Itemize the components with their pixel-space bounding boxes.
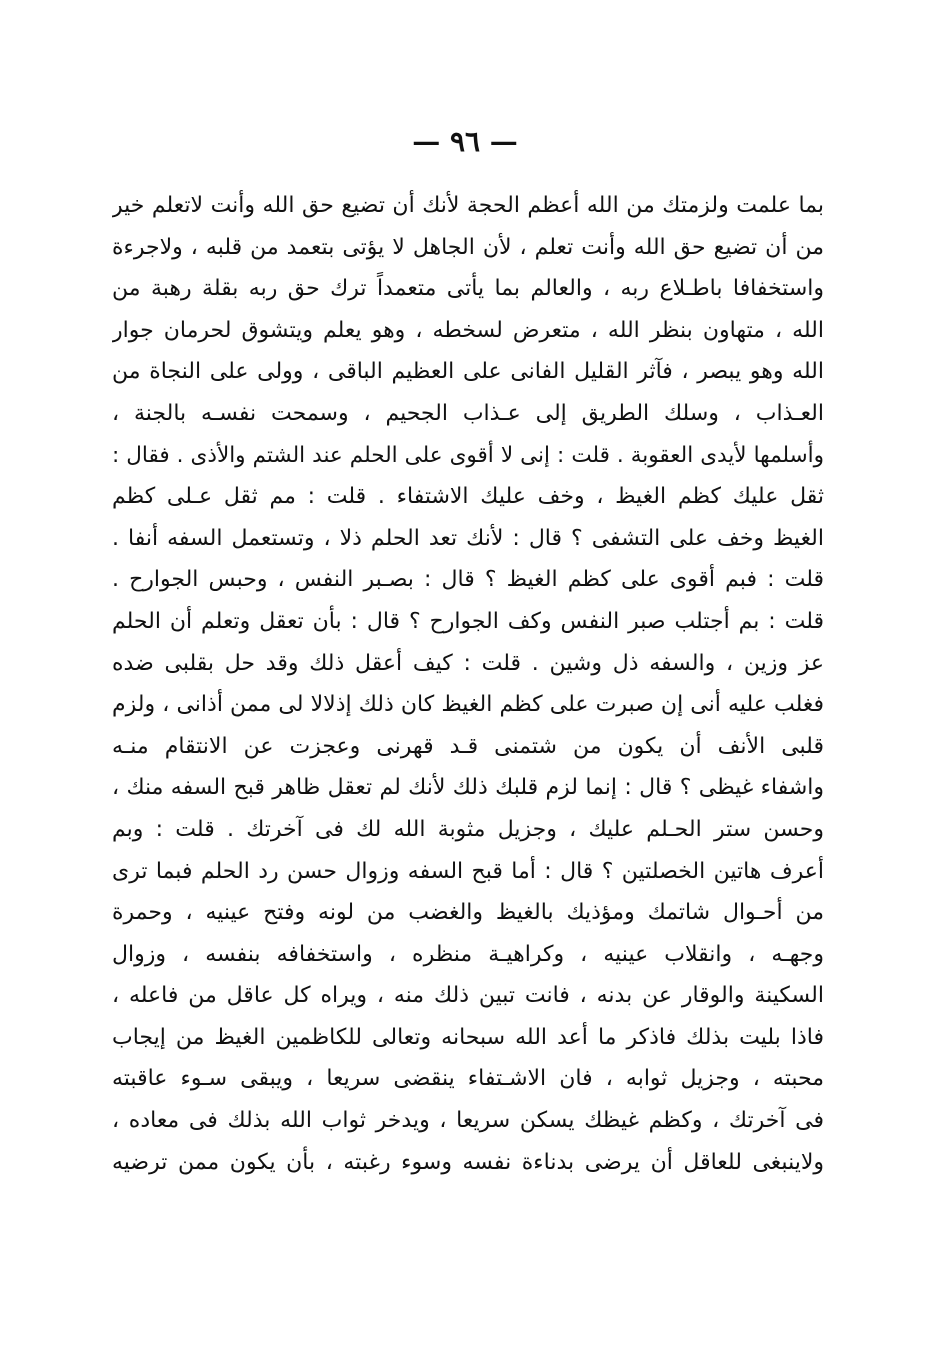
text-line: قلت : بم أجتلب صبر النفس وكف الجوارح ؟ قال : بأن تعقل وتعلم أن الحلم (112, 608, 824, 634)
text-line: وحسن ستر الحـلم عليك ، وجزيل مثوبة الله لك فى آخرتك . قلت : وبم (112, 816, 824, 842)
text-line: فاذا بليت بذلك فاذكر ما أعد الله سبحانه وتعالى للكاظمين الغيظ من إيجاب (112, 1024, 824, 1050)
text-line: الله ، متهاون بنظر الله ، متعرض لسخطه ، وهو يعلم ويتشوق لحرمان جوار (112, 317, 824, 343)
text-line: السكينة والوقار عن بدنه ، فانت تبين ذلك منه ، ويراه كل عاقل من فاعله ، (112, 983, 824, 1009)
text-line: محبته ، وجزيل ثوابه ، فان الاشـتفاء ينقضى سريعا ، ويبقى سـوء عاقبته (112, 1066, 824, 1092)
text-line: ولاينبغى للعاقل أن يرضى بدناءة نفسه وسوء رغبته ، بأن يكون ممن ترضيه (112, 1149, 824, 1175)
text-line: قلت : فبم أقوى على كظم الغيظ ؟ قال : بصـبر النفس ، وحبس الجوارح . (112, 567, 824, 593)
text-line: واشفاء غيظى ؟ قال : إنما لزم قلبك ذلك لأنك لم تعقل ظاهر قبح السفه منك ، (112, 775, 824, 801)
text-line: من أن تضيع حق الله وأنت تعلم ، لأن الجاهل لا يؤتى بتعمد من قلبه ، ولاجرءة (112, 234, 824, 260)
text-line: فى آخرتك ، وكظم غيظك يسكن سريعا ، ويدخر ثواب الله بذلك فى معاده ، (112, 1108, 824, 1134)
text-line: واستخفافا باطـلاع ربه ، والعالم بما يأتى متعمداً ترك حق ربه بقلة رهبة من (112, 276, 824, 302)
text-line: بما علمت ولزمتك من الله أعظم الحجة لأنك أن تضيع حق الله وأنت لاتعلم خير (112, 193, 824, 218)
text-line: من أحـوال شاتمك ومؤذيك بالغيظ والغضب من لونه وفتح عينيه ، وحمرة (112, 900, 824, 926)
text-line: أعرف هاتين الخصلتين ؟ قال : أما قبح السفه وزوال حسن رد الحلم فبما ترى (112, 858, 824, 884)
text-line: وجهـه ، وانقلاب عينيه ، وكراهيـة منظره ، واستخفافه بنفسه ، وزوال (112, 941, 824, 967)
text-line: الغيظ وخف على التشفى ؟ قال : لأنك تعد الحلم ذلا ، وتستعمل السفه أنفا . (112, 525, 824, 551)
text-line: قلبى الأنف أن يكون من شتمنى قـد قهرنى وعجزت عن الانتقام منـه (112, 733, 824, 759)
text-line: عز وزين ، والسفه ذل وشين . قلت : كيف أعقل ذلك وقد حل بقلبى ضده (112, 650, 824, 676)
text-line: العـذاب ، وسلك الطريق إلى عـذاب الجحيم ، وسمحت نفسـه بالجنة ، (112, 400, 824, 426)
text-line: وأسلمها لأيدى العقوبة . قلت : إنى لا أقوى على الحلم عند الشتم والأذى . فقال : (112, 442, 824, 468)
page-number: — ٩٦ — (412, 125, 518, 158)
body-text (112, 185, 824, 1183)
text-line: ثقل عليك كظم الغيظ ، وخف عليك الاشتفاء . قلت : مم ثقل عـلى كظم (112, 484, 824, 510)
text-line: الله وهو يبصر ، فآثر القليل الفانى على العظيم الباقى ، وولى على النجاة من (112, 359, 824, 385)
text-line: فغلب عليه أنى إن صبرت على كظم الغيظ كان ذلك إذلالا لى ممن أذانى ، ولزم (112, 692, 824, 718)
